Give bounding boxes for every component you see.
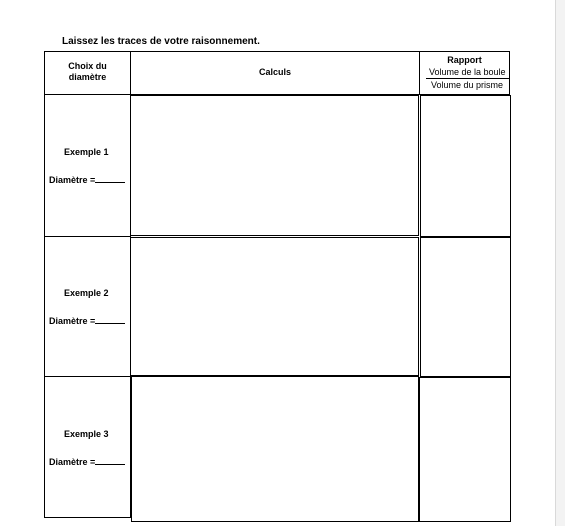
row2-diameter-blank[interactable] [95,314,125,324]
row1-diameter-blank[interactable] [95,173,125,183]
row1-diameter-label: Diamètre = [49,175,96,185]
row3-diameter [49,455,125,467]
ratio-denominator: Volume du prisme [431,80,504,90]
header-choix-line1: Choix du [68,61,107,71]
row2-choix-cell [44,236,131,377]
row2-calculs-cell [130,237,419,376]
row2-rapport-cell [420,237,511,377]
ratio-fraction-line [426,78,510,79]
row3-diameter-label: Diamètre = [49,457,96,467]
row3-rapport-cell [419,377,511,522]
row3-label: Exemple 3 [64,429,109,439]
row1-calculs-cell [130,95,419,236]
row1-rapport-cell [420,95,511,237]
header-rapport-label: Rapport [447,55,482,65]
row3-choix-cell [44,376,131,518]
header-calculs-label: Calculs [258,67,291,77]
row2-label: Exemple 2 [64,288,109,298]
header-choix-line2: diamètre [68,72,107,82]
instruction-text: Laissez les traces de votre raisonnement. [62,36,260,47]
ratio-numerator: Volume de la boule [429,67,506,77]
row3-diameter-blank[interactable] [95,455,125,465]
header-choix-label [44,61,131,83]
row2-diameter-label: Diamètre = [49,316,96,326]
row1-diameter [49,173,125,185]
row1-choix-cell [44,94,131,237]
row2-diameter [49,314,125,326]
row1-label: Exemple 1 [64,147,109,157]
page-shadow [556,0,565,526]
row3-calculs-cell [131,376,419,522]
